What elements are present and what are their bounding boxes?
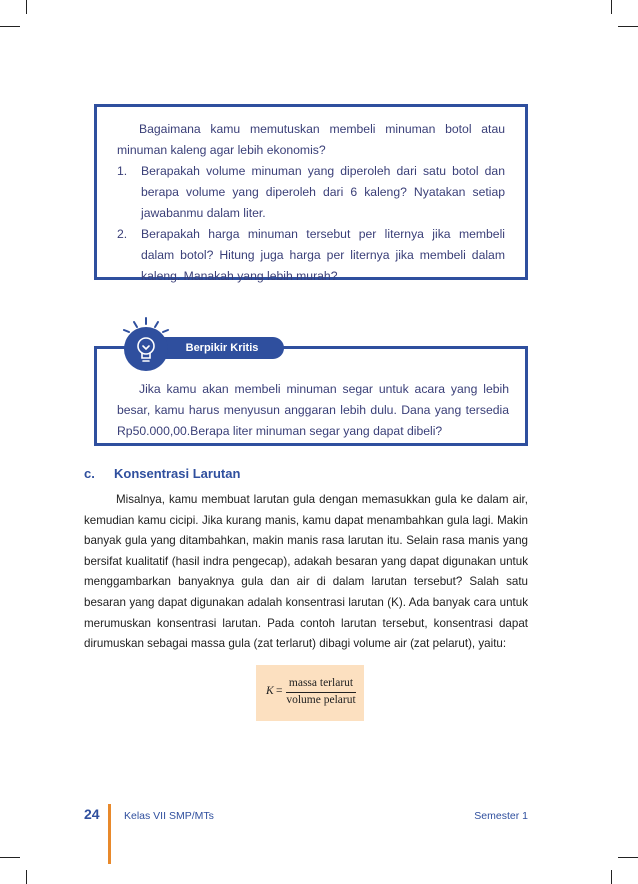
crop-mark (611, 0, 612, 14)
question-number: 1. (117, 164, 128, 178)
critical-thinking-text: Jika kamu akan membeli minuman segar untuk acara yang lebih besar, kamu harus menyusun anggaran lebih dulu. Dana yang tersedia Rp50.000,00.Berapa liter minuman segar yang dapat dibeli? (117, 382, 509, 438)
crop-mark (26, 870, 27, 884)
fraction-bar (286, 692, 356, 693)
question-list (117, 161, 505, 287)
page-number: 24 (84, 806, 100, 822)
footer-divider (108, 804, 111, 864)
crop-mark (0, 26, 20, 27)
formula-numerator: massa terlarut (288, 677, 354, 689)
crop-mark (26, 0, 27, 14)
section-title: Konsentrasi Larutan (114, 466, 241, 481)
section-paragraph: Misalnya, kamu membuat larutan gula dengan memasukkan gula ke dalam air, kemudian kamu cicipi. Jika kurang manis, kamu dapat menambahkan gula lagi. Makin banyak gula yang ditambahkan, makin manis rasa larutan itu. Selain rasa manis yang bersifat kualitatif (hasil indra pengecap), adakah besaran yang dapat digunakan untuk menggambarkan banyaknya gula dan air di dalam larutan tersebut? Salah satu besaran yang dapat digunakan adalah konsentrasi larutan (K). Ada banyak cara untuk merumuskan konsentrasi larutan. Pada contoh larutan tersebut, konsentrasi dapat dirumuskan sebagai massa gula (zat terlarut) dibagi volume air (zat pelarut), yaitu: (84, 493, 528, 651)
question-intro-line1: Bagaimana kamu memutuskan membeli minuman botol atau (139, 122, 505, 136)
crop-mark (611, 870, 612, 884)
formula-equals: = (276, 685, 283, 697)
concentration-formula (256, 665, 364, 721)
section-letter: c. (84, 466, 95, 481)
question-box-content (117, 119, 505, 287)
formula-denominator: volume pelarut (286, 694, 356, 706)
question-box (94, 104, 528, 283)
question-intro-line2: minuman kaleng agar lebih ekonomis? (117, 143, 326, 157)
footer-semester: Semester 1 (474, 810, 528, 822)
formula-lhs: K (266, 685, 274, 697)
footer-book-title: Kelas VII SMP/MTs (124, 810, 214, 822)
question-text: Berapakah harga minuman tersebut per liternya jika membeli dalam botol? Hitung juga harga per liternya jika membeli dalam kaleng. Manakah yang lebih murah? (141, 227, 505, 283)
crop-mark (0, 857, 20, 858)
question-item (117, 161, 505, 224)
light-rays-icon (118, 316, 174, 336)
question-item (117, 224, 505, 287)
question-number: 2. (117, 227, 128, 241)
section-heading (84, 466, 240, 481)
section-body (84, 490, 528, 655)
critical-thinking-label: Berpikir Kritis (160, 337, 284, 359)
crop-mark (618, 857, 638, 858)
question-text: Berapakah volume minuman yang diperoleh dari satu botol dan berapa volume yang diperoleh dari 6 kaleng? Nyatakan setiap jawabanmu dalam liter. (141, 164, 505, 220)
crop-mark (618, 26, 638, 27)
